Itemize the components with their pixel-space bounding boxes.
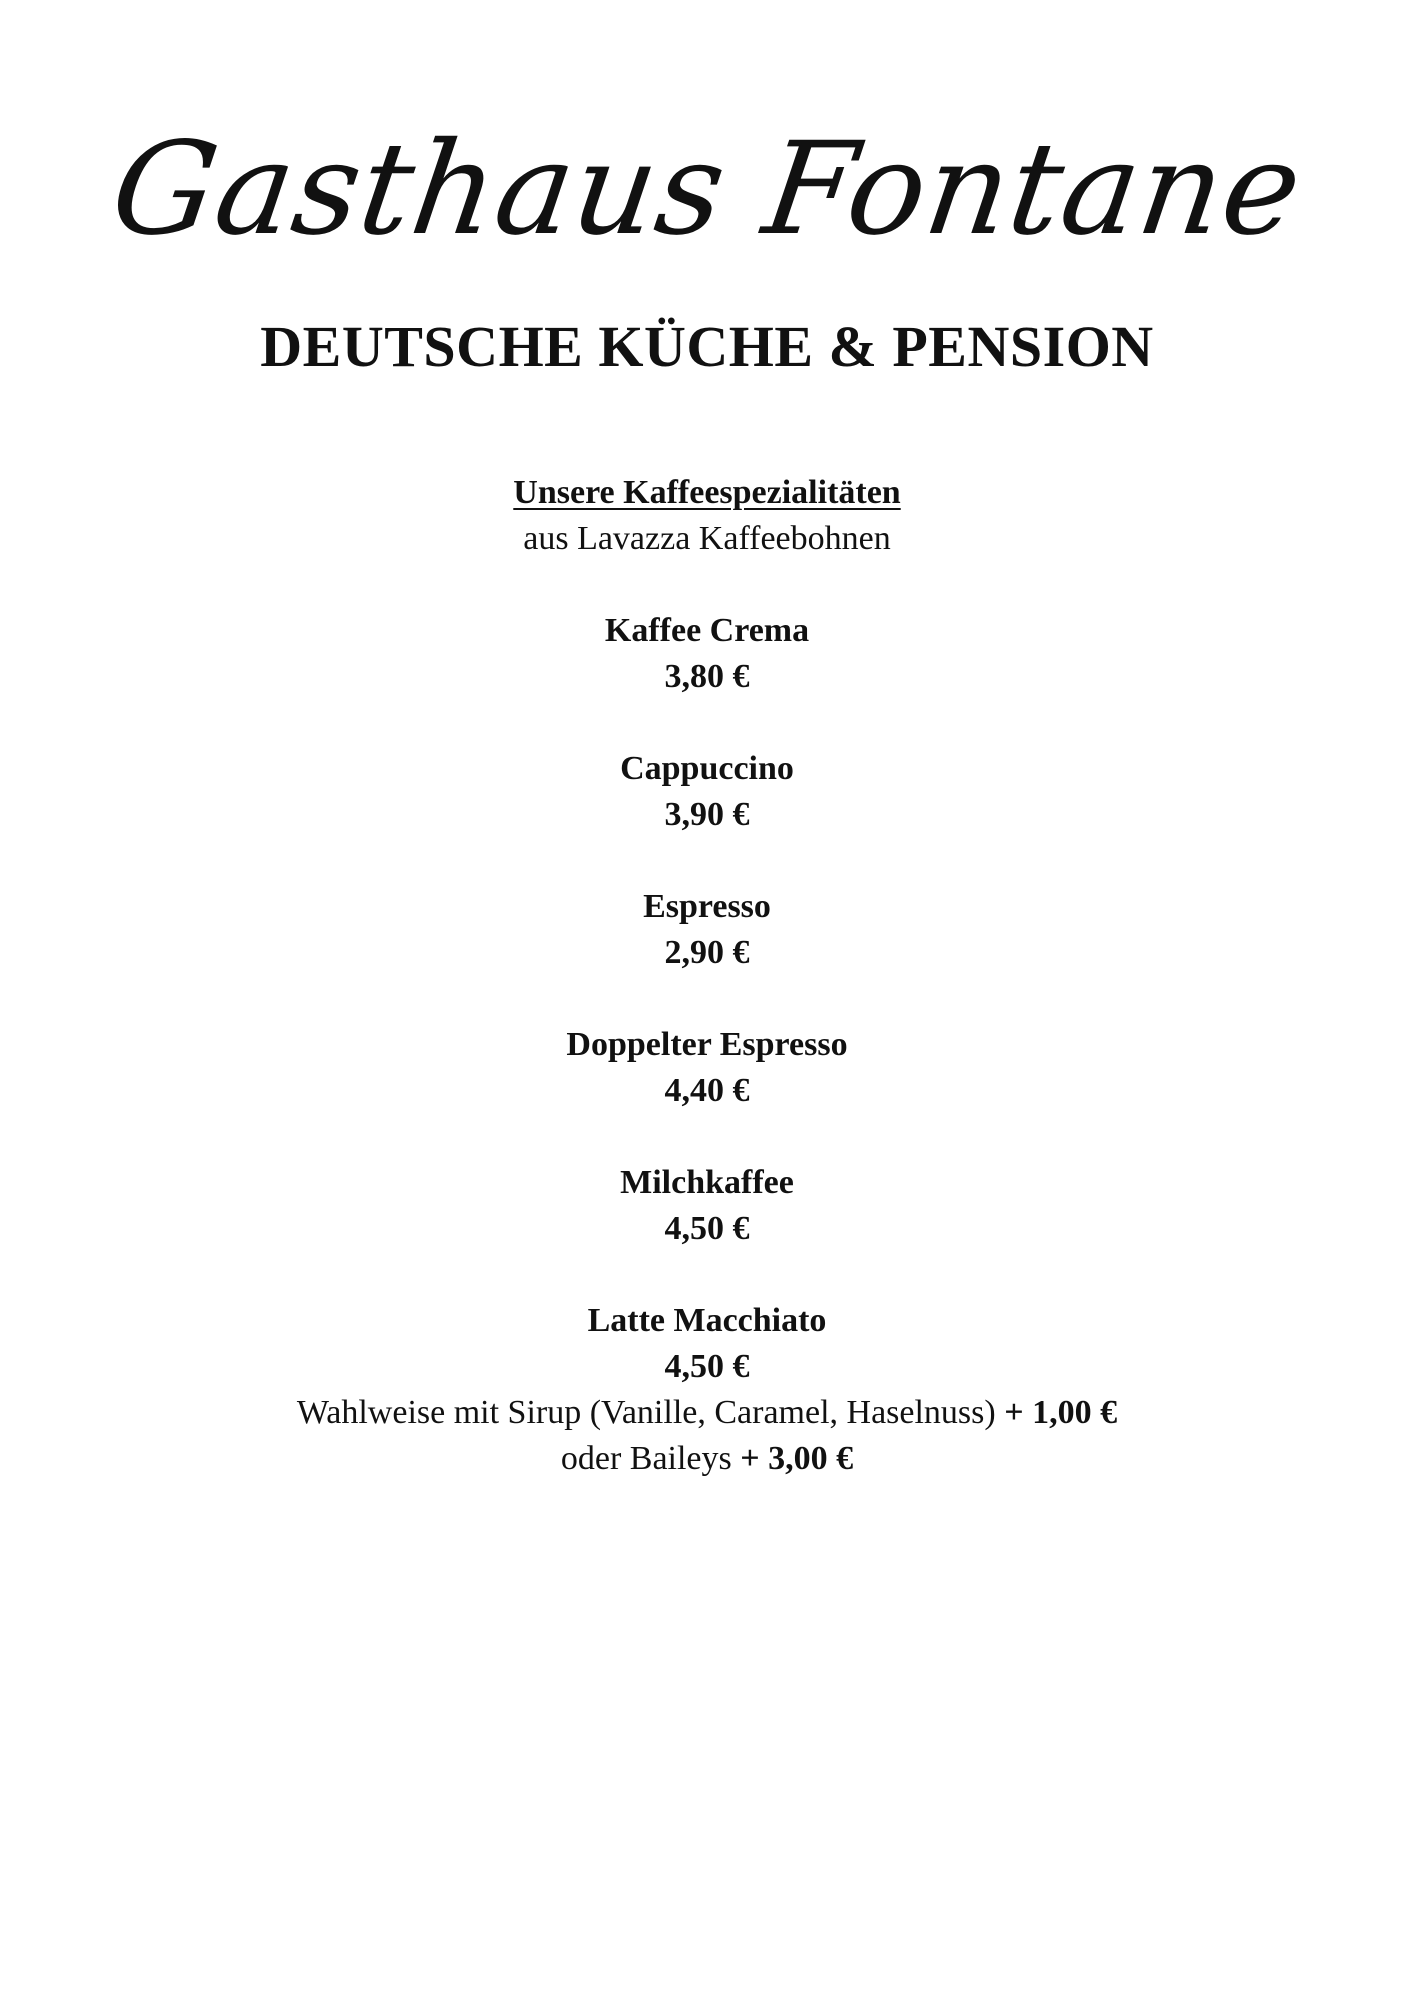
menu-item <box>0 746 1414 838</box>
section-subtitle: aus Lavazza Kaffeebohnen <box>523 520 891 557</box>
item-name: Cappuccino <box>620 750 794 787</box>
section-title: Unsere Kaffeespezialitäten <box>513 474 901 511</box>
tagline: DEUTSCHE KÜCHE & PENSION <box>260 314 1154 379</box>
option-baileys-price: + 3,00 € <box>740 1440 854 1477</box>
menu-items <box>0 608 1414 1482</box>
item-price: 2,90 € <box>664 934 750 971</box>
menu-item <box>0 1160 1414 1252</box>
restaurant-name: Gasthaus Fontane <box>103 115 1311 264</box>
option-syrup-text: Wahlweise mit Sirup (Vanille, Caramel, Haselnuss) <box>296 1394 996 1431</box>
item-price: 4,40 € <box>664 1072 750 1109</box>
option-syrup-price: + 1,00 € <box>1004 1394 1118 1431</box>
item-name: Milchkaffee <box>620 1164 794 1201</box>
option-line-baileys <box>0 1436 1414 1482</box>
item-price: 4,50 € <box>664 1348 750 1385</box>
option-line-syrup <box>0 1390 1414 1436</box>
menu-item <box>0 1022 1414 1114</box>
item-name: Latte Macchiato <box>587 1302 827 1339</box>
option-baileys-text: oder Baileys <box>560 1440 732 1477</box>
item-name: Espresso <box>643 888 771 925</box>
menu-item <box>0 608 1414 700</box>
item-name: Doppelter Espresso <box>566 1026 848 1063</box>
coffee-menu <box>0 470 1414 1528</box>
item-price: 3,80 € <box>664 658 750 695</box>
item-price: 3,90 € <box>664 796 750 833</box>
item-price: 4,50 € <box>664 1210 750 1247</box>
menu-item <box>0 1298 1414 1482</box>
menu-item <box>0 884 1414 976</box>
item-name: Kaffee Crema <box>604 612 810 649</box>
